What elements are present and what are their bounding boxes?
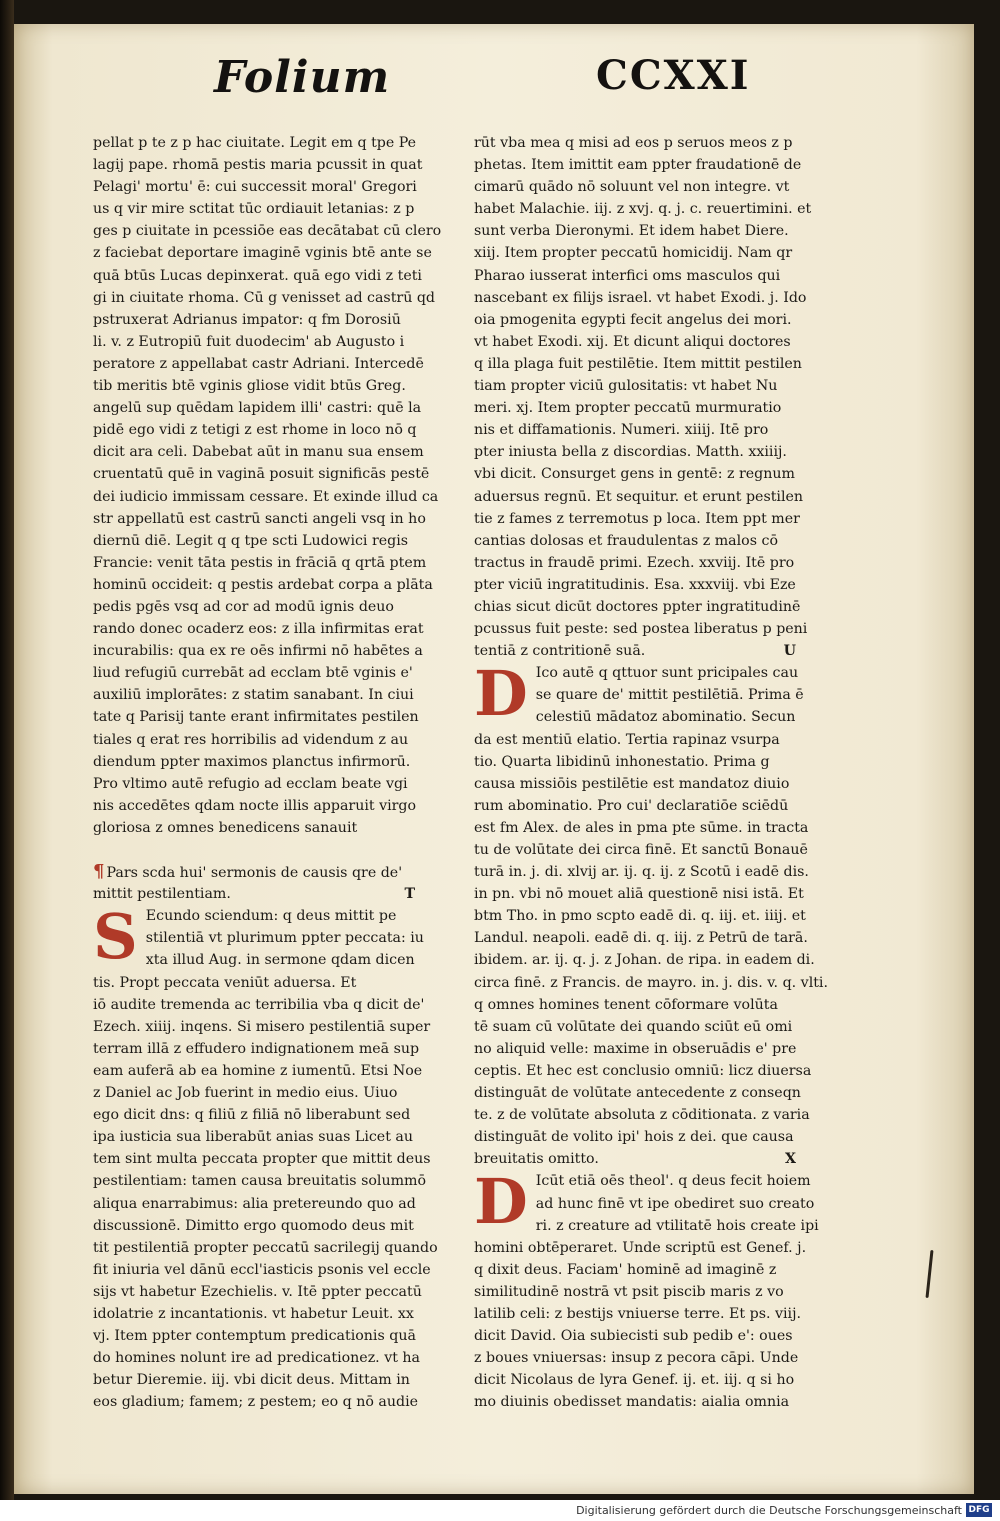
text-line: celestiū mādatoz abominatio. Secun: [535, 709, 796, 726]
text-line: tib meritis btē vginis gliose vidit btūs Greg.: [93, 378, 406, 395]
text-line: nis et diffamationis. Numeri. xiiij. Itē pro: [474, 422, 769, 439]
text-line: distinguāt de volūtate antecedente z conseqn: [474, 1085, 801, 1102]
text-line: tiales q erat res horribilis ad videndum z au: [93, 731, 409, 748]
text-line: tis. Propt peccata veniūt aduersa. Et: [93, 974, 357, 991]
text-line: idolatrie z incantationis. vt habetur Leuit. xx: [93, 1305, 414, 1322]
text-line: oia pmogenita egypti fecit angelus dei mori.: [474, 311, 792, 328]
right-body-text-end: [474, 1237, 846, 1414]
text-line: gi in ciuitate rhoma. Cū g venisset ad castrū qd: [93, 289, 436, 306]
text-line: in pn. vbi nō mouet aliā questionē nisi istā. Et: [474, 886, 804, 903]
text-line: rum abominatio. Pro cui' declaratiōe sciēdū: [474, 797, 789, 814]
text-line: sunt verba Dieronymi. Et idem habet Diere.: [474, 223, 789, 240]
text-line: tit pestilentiā propter peccatū sacrilegij quando: [93, 1239, 438, 1256]
text-line: Ico autē q qttuor sunt pricipales cau: [535, 665, 799, 682]
text-line: xiij. Item propter peccatū homicidij. Nam qr: [474, 245, 793, 262]
section-marker: T: [404, 886, 415, 903]
text-line: li. v. z Eutropiū fuit duodecim' ab Augusto i: [93, 333, 405, 350]
text-line: stilentiā vt plurimum ppter peccata: iu: [145, 930, 424, 947]
text-line: dicit Nicolaus de lyra Genef. ij. et. iij. q si ho: [474, 1372, 795, 1389]
text-line: meri. xj. Item propter peccatū murmuratio: [474, 400, 782, 417]
running-head-folium: Folium: [214, 52, 391, 103]
text-line: ges p ciuitate in pcessiōe eas decātabat cū clero: [93, 223, 442, 240]
text-line: pter iniusta bella z discordias. Matth. xxiiij.: [474, 444, 787, 461]
text-line: auxiliū implorātes: z statim sanabant. In ciui: [93, 687, 414, 704]
text-line: tiam propter viciū gulositatis: vt habet Nu: [474, 378, 778, 395]
text-line: iō audite tremenda ac terribilia vba q dicit de': [93, 996, 425, 1013]
text-line: est fm Alex. de ales in pma pte sūme. in tracta: [474, 819, 809, 836]
text-line: tio. Quarta libidinū inhonestatio. Prima g: [474, 753, 770, 770]
text-line: ipa iusticia sua liberabūt anias suas Licet au: [93, 1129, 414, 1146]
text-line: angelū sup quēdam lapidem illi' castri: quē la: [93, 400, 422, 417]
text-line: q dixit deus. Faciam' hominē ad imaginē z: [474, 1261, 777, 1278]
initial-text-2: [474, 1170, 846, 1236]
text-line: tem sint multa peccata propter que mittit deus: [93, 1151, 431, 1168]
text-line: dicit ara celi. Dabebat aūt in manu sua ensem: [93, 444, 424, 461]
text-line: betur Dieremie. iij. vbi dicit deus. Mittam in: [93, 1372, 410, 1389]
text-line: eam auferā ab ea homine z iumentū. Etsi Noe: [93, 1062, 423, 1079]
text-line: vt habet Exodi. xij. Et dicunt aliqui doctores: [474, 333, 791, 350]
text-line: q illa plaga fuit pestilētie. Item mittit pestilen: [474, 355, 802, 372]
left-body-text-continued: [93, 994, 465, 1414]
text-line: cimarū quādo nō soluunt vel non integre. vt: [474, 179, 790, 196]
section-heading: [93, 861, 465, 883]
text-line: nascebant ex filijs israel. vt habet Exodi. j. Ido: [474, 289, 807, 306]
text-line: us q vir mire sctitat tūc ordiauit letanias: z p: [93, 201, 415, 218]
text-line: eos gladium; famem; z pestem; eo q nō audie: [93, 1394, 419, 1411]
folio-number: CCXXI: [596, 52, 751, 99]
text-line: mo diuinis obedisset mandatis: aialia omnia: [474, 1394, 790, 1411]
text-line: hominū occideit: q pestis ardebat corpa a plāta: [93, 576, 433, 593]
text-line: dei iudicio immissam cessare. Et exinde illud ca: [93, 488, 439, 505]
text-line: Pharao iusserat interfici oms masculos qui: [474, 267, 781, 284]
text-line: no aliquid velle: maxime in obseruādis e' pre: [474, 1040, 797, 1057]
text-line: pter viciū ingratitudinis. Esa. xxxviij. vbi Eze: [474, 576, 796, 593]
text-line: circa finē. z Francis. de mayro. in. j. dis. v. q. vlti.: [474, 974, 828, 991]
text-line: lagij pape. rhomā pestis maria pcussit in quat: [93, 157, 423, 174]
text-line: pedis pgēs vsq ad cor ad modū ignis deuo: [93, 598, 394, 615]
text-line: terram illā z effudero indignationem meā sup: [93, 1040, 420, 1057]
text-line: incurabilis: qua ex re oēs infirmi nō habētes a: [93, 643, 423, 660]
section-heading-line-1: Pars scda hui' sermonis de causis qre de': [106, 865, 403, 882]
text-line: pstruxerat Adrianus impator: q fm Dorosiū: [93, 311, 401, 328]
text-line: ad hunc finē vt ipe obediret suo creato: [535, 1195, 815, 1212]
text-line: vj. Item ppter contemptum predicationis quā: [93, 1328, 416, 1345]
text-line: homini obtēperaret. Unde scriptū est Genef. j.: [474, 1239, 807, 1256]
text-line: z faciebat deportare imaginē vginis btē ante se: [93, 245, 432, 262]
funding-notice: Digitalisierung gefördert durch die Deutsche Forschungsgemeinschaft: [576, 1504, 962, 1517]
text-line: pellat p te z p hac ciuitate. Legit em q tpe Pe: [93, 135, 417, 151]
initial-text: [93, 905, 465, 993]
text-line: sijs vt habetur Ezechielis. v. Itē ppter peccatū: [93, 1283, 422, 1300]
text-line: latilib celi: z bestijs vniuerse terre. Et ps. viij.: [474, 1305, 801, 1322]
text-line: Landul. neapoli. eadē di. q. iij. z Petrū de tarā.: [474, 930, 808, 947]
right-column: [474, 132, 846, 1413]
text-line: tu de volūtate dei circa finē. Et sanctū Bonauē: [474, 842, 808, 858]
text-line: vbi dicit. Consurget gens in gentē: z regnum: [474, 466, 795, 483]
text-line: fit iniuria vel dānū eccl'iasticis psonis vel eccle: [93, 1261, 431, 1278]
initial-block-2: [474, 1170, 846, 1236]
text-line: similitudinē nostrā vt psit piscib maris z vo: [474, 1283, 784, 1300]
section-heading-line-2: mittit pestilentiam.: [93, 886, 231, 903]
text-line: ibidem. ar. ij. q. j. z Johan. de ripa. in eadem di.: [474, 952, 815, 969]
right-body-text: [474, 132, 846, 662]
text-line: q omnes homines tenent cōformare volūta: [474, 996, 778, 1013]
text-line: Icūt etiā oēs theol'. q deus fecit hoiem: [535, 1173, 811, 1190]
text-line: aduersus regnū. Et sequitur. et erunt pestilen: [474, 488, 804, 505]
text-line: chias sicut dicūt doctores ppter ingratitudinē: [474, 598, 801, 615]
text-line: diernū diē. Legit q q tpe scti Ludowici regis: [93, 532, 409, 549]
footer-bar: [0, 1500, 1000, 1521]
text-line: do homines nolunt ire ad predicationez. vt ha: [93, 1350, 421, 1367]
text-line: xta illud Aug. in sermone qdam dicen: [145, 952, 415, 969]
initial-text-1: [474, 662, 846, 728]
text-line: da est mentiū elatio. Tertia rapinaz vsurpa: [474, 731, 780, 748]
text-line: nis accedētes qdam nocte illis apparuit virgo: [93, 797, 417, 814]
dfg-logo: DFG: [966, 1503, 992, 1517]
left-column: [93, 132, 465, 1413]
text-line: Ezech. xiiij. inqens. Si misero pestilentiā super: [93, 1018, 431, 1035]
initial-letter-2: D: [474, 1170, 528, 1237]
text-line: phetas. Item imittit eam ppter fraudationē de: [474, 157, 802, 174]
initial-letter: S: [93, 905, 138, 974]
text-line: peratore z appellabat castr Adriani. Intercedē: [93, 355, 424, 372]
text-line: distinguāt de volito ipi' hois z dei. que causa: [474, 1129, 794, 1146]
text-line: ego dicit dns: q filiū z filiā nō liberabunt sed: [93, 1107, 411, 1124]
text-line: Pro vltimo autē refugio ad ecclam beate vgi: [93, 775, 408, 792]
text-line: quā btūs Lucas depinxerat. quā ego vidi z teti: [93, 267, 422, 284]
text-line: cantias dolosas et fraudulentas z malos cō: [474, 532, 778, 549]
text-line: se quare de' mittit pestilētiā. Prima ē: [535, 687, 804, 704]
text-line: dicit David. Oia subiecisti sub pedib e': oues: [474, 1328, 793, 1345]
book-spine: [0, 0, 14, 1500]
text-line: pcussus fuit peste: sed postea liberatus p peni: [474, 621, 808, 638]
initial-block-1: [474, 662, 846, 728]
text-line: btm Tho. in pmo scpto eadē di. q. iij. et. iiij. et: [474, 908, 806, 925]
text-line: rūt vba mea q misi ad eos p seruos meos z p: [474, 135, 793, 151]
text-line: habet Malachie. iij. z xvj. q. j. c. reuertimini. et: [474, 201, 812, 218]
text-line: breuitatis omitto.: [474, 1151, 599, 1168]
section-marker-x: X: [784, 1151, 796, 1168]
text-line: tē suam cū volūtate dei quando sciūt eū omi: [474, 1018, 793, 1035]
text-line: ceptis. Et hec est conclusio omniū: licz diuersa: [474, 1062, 812, 1079]
text-line: tentiā z contritionē suā.: [474, 643, 646, 660]
text-line: pestilentiam: tamen causa breuitatis solummō: [93, 1173, 427, 1190]
text-line: str appellatū est castrū sancti angeli vsq in ho: [93, 510, 426, 527]
right-body-text-mid: [474, 729, 846, 1171]
pilcrow-icon: ¶: [93, 861, 105, 883]
text-line: rando donec ocaderz eos: z illa infirmitas erat: [93, 621, 424, 638]
text-line: tie z fames z terremotus p loca. Item ppt mer: [474, 510, 800, 527]
text-line: diendum ppter maximos planctus infirmorū.: [93, 753, 411, 770]
text-line: Francie: venit tāta pestis in frāciā q qrtā ptem: [93, 554, 427, 571]
text-line: aliqua enarrabimus: alia pretereundo quo ad: [93, 1195, 416, 1212]
text-line: cruentatū quē in vaginā posuit significās pestē: [93, 466, 430, 483]
text-line: tractus in fraudē primi. Ezech. xxviij. Itē pro: [474, 554, 795, 571]
text-line: liud refugiū currebāt ad ecclam btē vginis e': [93, 665, 413, 682]
text-line: gloriosa z omnes benedicens sanauit: [93, 819, 358, 836]
section-marker-u: U: [783, 643, 796, 660]
text-line: Pelagi' mortu' ē: cui successit moral' Gregori: [93, 179, 417, 196]
text-line: Ecundo sciendum: q deus mittit pe: [145, 908, 397, 925]
text-line: causa missiōis pestilētie est mandatoz diuio: [474, 775, 790, 792]
text-line: pidē ego vidi z tetigi z est rhome in loco nō q: [93, 422, 417, 439]
text-line: tate q Parisij tante erant infirmitates pestilen: [93, 709, 419, 726]
initial-letter-1: D: [474, 662, 528, 729]
text-line: discussionē. Dimitto ergo quomodo deus mit: [93, 1217, 414, 1234]
text-line: z Daniel ac Job fuerint in medio eius. Uiuo: [93, 1085, 398, 1102]
text-line: te. z de volūtate absoluta z cōditionata. z varia: [474, 1107, 810, 1124]
text-line: z boues vniuersas: insup z pecora cāpi. Unde: [474, 1350, 799, 1367]
text-line: ri. z creature ad vtilitatē hois create ipi: [535, 1217, 819, 1234]
initial-block: [93, 905, 465, 993]
text-line: turā in. j. di. xlvij ar. ij. q. ij. z Scotū i eadē dis.: [474, 864, 809, 881]
left-body-text: [93, 132, 465, 839]
